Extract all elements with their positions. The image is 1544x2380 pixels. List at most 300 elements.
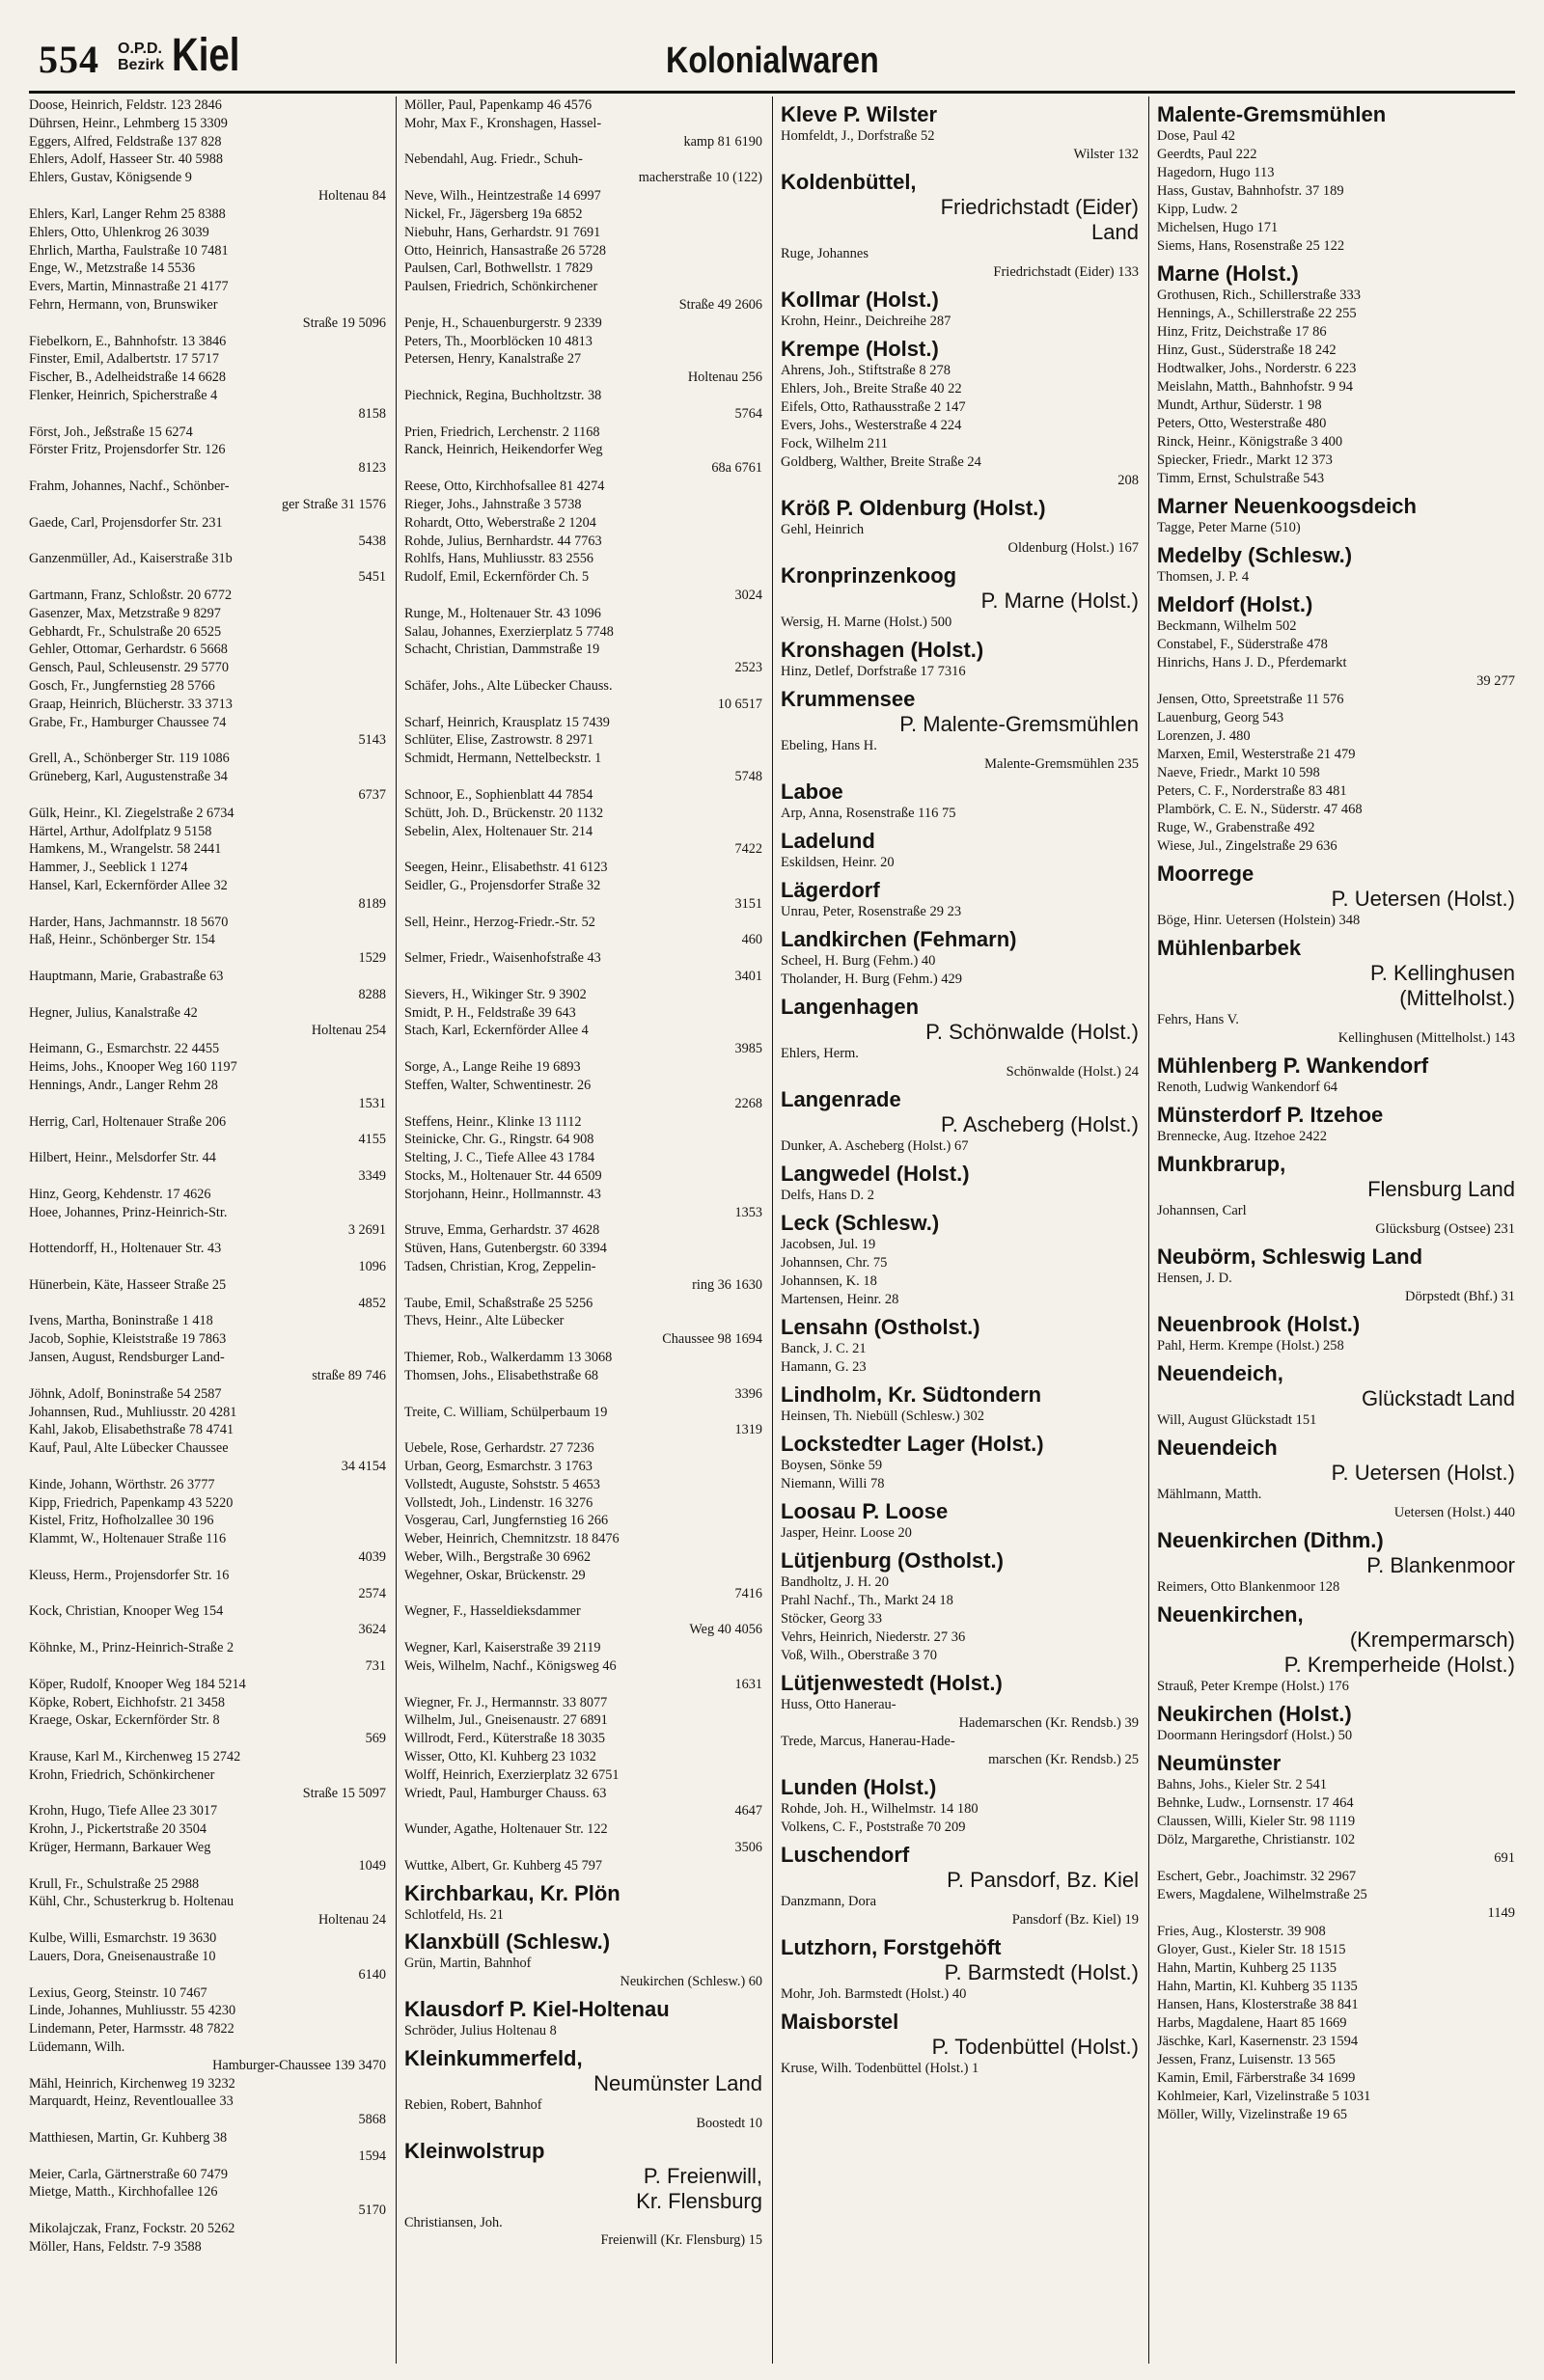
directory-columns (29, 96, 1515, 2364)
listing-entry: 4039 (358, 1549, 386, 1565)
place-heading: Lütjenwestedt (Holst.) (781, 1671, 1003, 1695)
listing-entry: Schäfer, Johs., Alte Lübecker Chauss. (404, 678, 613, 694)
place-heading: Kronprinzenkoog (781, 563, 957, 588)
listing-entry: Neve, Wilh., Heintzestraße 14 6997 (404, 188, 601, 205)
listing-entry: Jöhnk, Adolf, Boninstraße 54 2587 (29, 1385, 222, 1402)
listing-entry: Ruge, Johannes (781, 246, 869, 261)
listing-entry: Willrodt, Ferd., Küterstraße 18 3035 (404, 1731, 605, 1747)
listing-entry: 34 4154 (341, 1458, 386, 1474)
page-header (29, 23, 1515, 94)
listing-entry: Selmer, Friedr., Waisenhofstraße 43 (404, 950, 601, 967)
listing-entry: 208 (1117, 473, 1139, 488)
listing-entry: Arp, Anna, Rosenstraße 116 75 (781, 806, 956, 821)
listing-entry: Niebuhr, Hans, Gerhardstr. 91 7691 (404, 224, 601, 240)
listing-entry: Hoee, Johannes, Prinz-Heinrich-Str. (29, 1204, 228, 1220)
listing-entry: Krohn, J., Pickertstraße 20 3504 (29, 1821, 207, 1838)
listing-entry: Hammer, J., Seeblick 1 1274 (29, 860, 188, 876)
listing-entry: 3151 (734, 895, 762, 912)
listing-entry: Schlotfeld, Hs. 21 (404, 1906, 504, 1923)
listing-entry: 6140 (358, 1966, 386, 1983)
place-heading: Landkirchen (Fehmarn) (781, 927, 1017, 951)
listing-entry: Tagge, Peter Marne (510) (1157, 520, 1301, 535)
listing-entry: Strauß, Peter Krempe (Holst.) 176 (1157, 1679, 1349, 1694)
listing-entry: Straße 49 2606 (678, 296, 762, 313)
place-heading: Krempe (Holst.) (781, 337, 939, 361)
column-4 (1148, 96, 1515, 2364)
place-heading: Klausdorf P. Kiel-Holtenau (404, 1997, 670, 2022)
listing-entry: Otto, Heinrich, Hansastraße 26 5728 (404, 242, 606, 259)
listing-entry: Rebien, Robert, Bahnhof (404, 2096, 542, 2113)
listing-entry: Homfeldt, J., Dorfstraße 52 (781, 128, 935, 144)
listing-entry: Mohr, Joh. Barmstedt (Holst.) 40 (781, 1986, 967, 2002)
listing-entry: Weg 40 4056 (689, 1622, 762, 1638)
listing-entry: Vollstedt, Auguste, Sohststr. 5 4653 (404, 1476, 600, 1492)
listing-entry: Bandholtz, J. H. 20 (781, 1574, 889, 1590)
listing-entry: Hauptmann, Marie, Grabastraße 63 (29, 969, 224, 984)
listing-entry: Fock, Wilhelm 211 (781, 436, 888, 451)
column-2 (396, 96, 762, 2364)
listing-entry: Treite, C. William, Schülperbaum 19 (404, 1404, 608, 1420)
opd-line: O.P.D. (118, 41, 162, 57)
listing-entry: Rohardt, Otto, Weberstraße 2 1204 (404, 514, 596, 531)
place-subheading: Kr. Flensburg (636, 2188, 762, 2213)
listing-entry: Mähl, Heinrich, Kirchenweg 19 3232 (29, 2075, 235, 2092)
listing-entry: Salau, Johannes, Exerzierplatz 5 7748 (404, 623, 614, 640)
listing-entry: Schnoor, E., Sophienblatt 44 7854 (404, 786, 593, 803)
listing-entry: Grüneberg, Karl, Augustenstraße 34 (29, 769, 228, 785)
listing-entry: Petersen, Henry, Kanalstraße 27 (404, 351, 582, 368)
listing-entry: Ehlers, Adolf, Hasseer Str. 40 5988 (29, 151, 224, 168)
listing-entry: Johannsen, K. 18 (781, 1273, 877, 1289)
listing-entry: Penje, H., Schauenburgerstr. 9 2339 (404, 315, 602, 331)
listing-entry: Jacob, Sophie, Kleiststraße 19 7863 (29, 1331, 227, 1348)
listing-entry: Gensch, Paul, Schleusenstr. 29 5770 (29, 660, 230, 676)
listing-entry: Rieger, Johs., Jahnstraße 3 5738 (404, 496, 582, 512)
listing-entry: Flenker, Heinrich, Spicherstraße 4 (29, 388, 218, 403)
listing-entry: Bahns, Johs., Kieler Str. 2 541 (1157, 1777, 1328, 1792)
listing-entry: Gehl, Heinrich (781, 522, 865, 537)
listing-entry: Rudolf, Emil, Eckernförder Ch. 5 (404, 569, 590, 586)
listing-entry: Kohlmeier, Karl, Vizelinstraße 5 1031 (1157, 2089, 1371, 2104)
listing-entry: Finster, Emil, Adalbertstr. 17 5717 (29, 351, 219, 368)
listing-entry: Marxen, Emil, Westerstraße 21 479 (1157, 747, 1356, 762)
listing-entry: Ehlers, Otto, Uhlenkrog 26 3039 (29, 224, 209, 240)
place-heading: Neukirchen (Holst.) (1157, 1702, 1352, 1726)
listing-entry: Will, August Glückstadt 151 (1157, 1412, 1317, 1428)
listing-entry: Glücksburg (Ostsee) 231 (1375, 1221, 1515, 1237)
listing-entry: 3349 (358, 1167, 386, 1184)
place-subheading: P. Marne (Holst.) (980, 588, 1139, 613)
listing-entry: Köpke, Robert, Eichhofstr. 21 3458 (29, 1694, 226, 1710)
listing-entry: Grothusen, Rich., Schillerstraße 333 (1157, 287, 1362, 303)
listing-entry: Ganzenmüller, Ad., Kaiserstraße 31b (29, 551, 233, 567)
listing-entry: Rohde, Julius, Bernhardstr. 44 7763 (404, 533, 602, 549)
listing-entry: Harbs, Magdalene, Haart 85 1669 (1157, 2015, 1347, 2031)
listing-entry: Gosch, Fr., Jungfernstieg 28 5766 (29, 678, 215, 694)
listing-entry: Stocks, M., Holtenauer Str. 44 6509 (404, 1167, 602, 1184)
listing-entry: Malente-Gremsmühlen 235 (984, 756, 1139, 772)
listing-entry: Lüdemann, Wilh. (29, 2038, 125, 2055)
listing-entry: Doose, Heinrich, Feldstr. 123 2846 (29, 97, 222, 113)
listing-entry: Hinrichs, Hans J. D., Pferdemarkt (1157, 655, 1347, 670)
listing-entry: Kruse, Wilh. Todenbüttel (Holst.) 1 (781, 2061, 979, 2076)
listing-entry: 2268 (734, 1095, 762, 1111)
place-heading: Klanxbüll (Schlesw.) (404, 1929, 611, 1955)
listing-entry: Peters, Th., Moorblöcken 10 4813 (404, 333, 593, 349)
listing-entry: Geerdts, Paul 222 (1157, 147, 1257, 162)
listing-entry: Urban, Georg, Esmarchstr. 3 1763 (404, 1458, 593, 1474)
listing-entry: Storjohann, Heinr., Hollmannstr. 43 (404, 1186, 601, 1202)
listing-entry: Hilbert, Heinr., Melsdorfer Str. 44 (29, 1150, 216, 1166)
listing-entry: 4647 (734, 1803, 762, 1819)
listing-entry: Ebeling, Hans H. (781, 738, 877, 753)
column-3 (772, 96, 1139, 2364)
listing-entry: Delfs, Hans D. 2 (781, 1188, 875, 1203)
place-heading: Neubörm, Schleswig Land (1157, 1245, 1423, 1269)
listing-entry: 5764 (734, 405, 762, 422)
listing-entry: 3985 (734, 1041, 762, 1057)
listing-entry: Oldenburg (Holst.) 167 (1007, 540, 1139, 556)
listing-entry: Reese, Otto, Kirchhofsallee 81 4274 (404, 479, 605, 495)
place-heading: Koldenbüttel, (781, 170, 917, 194)
listing-entry: Straße 15 5097 (302, 1785, 386, 1801)
listing-entry: Michelsen, Hugo 171 (1157, 220, 1279, 235)
listing-entry: Grell, A., Schönberger Str. 119 1086 (29, 751, 230, 767)
place-heading: Ladelund (781, 829, 875, 853)
place-heading: Langenhagen (781, 995, 920, 1019)
bezirk-line: Bezirk (118, 57, 165, 73)
place-heading: Lägerdorf (781, 878, 880, 902)
listing-entry: Fischer, B., Adelheidstraße 14 6628 (29, 369, 227, 386)
listing-entry: Hegner, Julius, Kanalstraße 42 (29, 1004, 198, 1021)
listing-entry: Mohr, Max F., Kronshagen, Hassel- (404, 115, 602, 131)
listing-entry: Weber, Wilh., Bergstraße 30 6962 (404, 1549, 592, 1565)
listing-entry: Haß, Heinr., Schönberger Str. 154 (29, 932, 215, 948)
listing-entry: 68a 6761 (711, 460, 762, 477)
listing-entry: 3624 (358, 1622, 386, 1638)
listing-entry: 2523 (734, 660, 762, 676)
listing-entry: 5451 (358, 569, 386, 586)
listing-entry: Freienwill (Kr. Flensburg) 15 (600, 2232, 762, 2249)
listing-entry: Möller, Willy, Vizelinstraße 19 65 (1157, 2107, 1348, 2122)
listing-entry: Uebele, Rose, Gerhardstr. 27 7236 (404, 1440, 594, 1457)
listing-entry: Heims, Johs., Knooper Weg 160 1197 (29, 1059, 237, 1076)
listing-entry: ger Straße 31 1576 (281, 496, 386, 512)
listing-entry: Ranck, Heinrich, Heikendorfer Weg (404, 442, 603, 458)
listing-entry: 5748 (734, 769, 762, 785)
listing-entry: Hinz, Georg, Kehdenstr. 17 4626 (29, 1186, 211, 1202)
listing-entry: 7422 (734, 841, 762, 858)
listing-entry: Möller, Hans, Feldstr. 7-9 3588 (29, 2238, 202, 2255)
listing-entry: Sebelin, Alex, Holtenauer Str. 214 (404, 823, 593, 839)
listing-entry: Straße 19 5096 (302, 315, 386, 331)
listing-entry: Wilhelm, Jul., Gneisenaustr. 27 6891 (404, 1712, 608, 1729)
listing-entry: Hahn, Martin, Kl. Kuhberg 35 1135 (1157, 1979, 1358, 1994)
listing-entry: Wiegner, Fr. J., Hermannstr. 33 8077 (404, 1694, 608, 1710)
listing-entry: Doormann Heringsdorf (Holst.) 50 (1157, 1728, 1353, 1743)
listing-entry: Kraege, Oskar, Eckernförder Str. 8 (29, 1712, 220, 1729)
listing-entry: 10 6517 (717, 696, 762, 712)
listing-entry: Martensen, Heinr. 28 (781, 1292, 899, 1307)
page-number: 554 (39, 38, 99, 81)
listing-entry: Wisser, Otto, Kl. Kuhberg 23 1032 (404, 1748, 596, 1764)
listing-entry: Rinck, Heinr., Königstraße 3 400 (1157, 434, 1343, 450)
place-subheading: Friedrichstadt (Eider) (940, 195, 1139, 219)
listing-entry: 3506 (734, 1840, 762, 1855)
listing-entry: Schmidt, Hermann, Nettelbeckstr. 1 (404, 751, 602, 767)
listing-entry: 1353 (734, 1204, 762, 1220)
place-heading: Kleve P. Wilster (781, 102, 938, 126)
listing-entry: 1096 (358, 1259, 386, 1274)
listing-entry: Nebendahl, Aug. Friedr., Schuh- (404, 151, 583, 168)
place-subheading: (Mittelholst.) (1399, 986, 1515, 1010)
listing-entry: 1594 (358, 2147, 386, 2164)
listing-entry: Kamin, Emil, Färberstraße 34 1699 (1157, 2070, 1356, 2086)
listing-entry: Banck, J. C. 21 (781, 1341, 867, 1356)
listing-entry: Claussen, Willi, Kieler Str. 98 1119 (1157, 1814, 1356, 1829)
listing-entry: 5143 (358, 732, 386, 749)
listing-entry: Wersig, H. Marne (Holst.) 500 (781, 615, 952, 630)
place-heading: Marner Neuenkoogsdeich (1157, 494, 1417, 518)
listing-entry: Thiemer, Rob., Walkerdamm 13 3068 (404, 1350, 613, 1366)
listing-entry: Peters, C. F., Norderstraße 83 481 (1157, 783, 1347, 799)
listing-entry: Weis, Wilhelm, Nachf., Königsweg 46 (404, 1657, 617, 1674)
listing-entry: 569 (365, 1731, 386, 1747)
listing-entry: Jensen, Otto, Spreetstraße 11 576 (1157, 692, 1344, 707)
listing-entry: Kulbe, Willi, Esmarchstr. 19 3630 (29, 1930, 217, 1947)
listing-entry: 1319 (734, 1422, 762, 1438)
place-heading: Lindholm, Kr. Südtondern (781, 1382, 1042, 1407)
place-heading: Mühlenberg P. Wankendorf (1157, 1053, 1429, 1078)
place-heading: Kleinwolstrup (404, 2138, 545, 2163)
listing-entry: Hensen, J. D. (1157, 1271, 1232, 1286)
listing-entry: 5438 (358, 533, 386, 549)
place-heading: Lütjenburg (Ostholst.) (781, 1548, 1004, 1573)
listing-entry: 4852 (358, 1295, 386, 1311)
listing-entry: Schacht, Christian, Dammstraße 19 (404, 642, 600, 658)
listing-entry: Renoth, Ludwig Wankendorf 64 (1157, 1080, 1338, 1095)
listing-entry: Johannsen, Chr. 75 (781, 1255, 888, 1271)
listing-entry: 6737 (358, 786, 386, 803)
place-subheading: Flensburg Land (1367, 1177, 1515, 1201)
place-subheading: P. Blankenmoor (1366, 1553, 1515, 1577)
listing-entry: 2574 (358, 1585, 386, 1601)
listing-entry: Ehlers, Gustav, Königsende 9 (29, 170, 192, 186)
listing-entry: Niemann, Willi 78 (781, 1476, 885, 1491)
listing-entry: Hamburger-Chaussee 139 3470 (212, 2057, 386, 2073)
place-subheading: Glückstadt Land (1362, 1386, 1515, 1410)
listing-entry: 1049 (358, 1857, 386, 1874)
place-subheading: P. Pansdorf, Bz. Kiel (947, 1868, 1139, 1892)
column-1 (29, 96, 386, 2364)
listing-entry: Vehrs, Heinrich, Niederstr. 27 36 (781, 1629, 966, 1645)
listing-entry: Matthiesen, Martin, Gr. Kuhberg 38 (29, 2130, 228, 2146)
place-heading: Münsterdorf P. Itzehoe (1157, 1103, 1384, 1127)
listing-entry: 1531 (358, 1095, 386, 1111)
listing-entry: Harder, Hans, Jachmannstr. 18 5670 (29, 914, 229, 930)
listing-entry: Först, Joh., Jeßstraße 15 6274 (29, 424, 193, 440)
listing-entry: 39 277 (1476, 673, 1515, 689)
listing-entry: Runge, M., Holtenauer Str. 43 1096 (404, 605, 601, 621)
listing-entry: Struve, Emma, Gerhardstr. 37 4628 (404, 1222, 600, 1239)
listing-entry: Eifels, Otto, Rathausstraße 2 147 (781, 399, 966, 415)
listing-entry: straße 89 746 (312, 1367, 386, 1383)
listing-entry: 1529 (358, 950, 386, 967)
listing-entry: Stüven, Hans, Gutenbergstr. 60 3394 (404, 1241, 607, 1257)
place-heading: Neuenbrook (Holst.) (1157, 1312, 1361, 1336)
listing-entry: Vosgerau, Carl, Jungfernstieg 16 266 (404, 1513, 609, 1529)
listing-entry: Schönwalde (Holst.) 24 (1006, 1064, 1139, 1080)
listing-entry: Brennecke, Aug. Itzehoe 2422 (1157, 1129, 1327, 1144)
listing-entry: 5868 (358, 2112, 386, 2128)
listing-entry: Kühl, Chr., Schusterkrug b. Holtenau (29, 1894, 234, 1910)
listing-entry: Heimann, G., Esmarchstr. 22 4455 (29, 1041, 220, 1057)
place-subheading: P. Kremperheide (Holst.) (1283, 1653, 1515, 1677)
place-heading: Moorrege (1157, 862, 1254, 886)
listing-entry: Fiebelkorn, E., Bahnhofstr. 13 3846 (29, 333, 227, 349)
listing-entry: Hagedorn, Hugo 113 (1157, 165, 1275, 180)
listing-entry: macherstraße 10 (122) (638, 170, 762, 186)
listing-entry: Kauf, Paul, Alte Lübecker Chaussee (29, 1440, 229, 1457)
place-heading: Medelby (Schlesw.) (1157, 543, 1353, 567)
listing-entry: 7416 (734, 1585, 762, 1601)
place-heading: Luschendorf (781, 1843, 910, 1867)
listing-entry: Huss, Otto Hanerau- (781, 1697, 896, 1712)
place-heading: Lockstedter Lager (Holst.) (781, 1432, 1044, 1456)
place-heading: Krummensee (781, 687, 916, 711)
listing-entry: Hansel, Karl, Eckernförder Allee 32 (29, 877, 228, 893)
listing-entry: Herrig, Carl, Holtenauer Straße 206 (29, 1113, 227, 1130)
listing-entry: Wilster 132 (1073, 147, 1139, 162)
place-heading: Loosau P. Loose (781, 1499, 949, 1523)
listing-entry: Gülk, Heinr., Kl. Ziegelstraße 2 6734 (29, 805, 234, 821)
listing-entry: Hinz, Detlef, Dorfstraße 17 7316 (781, 664, 966, 679)
listing-entry: Goldberg, Walther, Breite Straße 24 (781, 454, 981, 470)
listing-entry: 3396 (734, 1385, 762, 1402)
listing-entry: Krüger, Hermann, Barkauer Weg (29, 1840, 211, 1855)
listing-entry: Kahl, Jakob, Elisabethstraße 78 4741 (29, 1422, 234, 1438)
listing-entry: Siems, Hans, Rosenstraße 25 122 (1157, 238, 1345, 254)
listing-entry: Möller, Paul, Papenkamp 46 4576 (404, 97, 593, 113)
listing-entry: Scharf, Heinrich, Krausplatz 15 7439 (404, 714, 610, 730)
listing-entry: Lexius, Georg, Steinstr. 10 7467 (29, 1984, 207, 2001)
listing-entry: Schütt, Joh. D., Brückenstr. 20 1132 (404, 805, 604, 821)
listing-entry: ring 36 1630 (692, 1276, 762, 1293)
listing-entry: Stach, Karl, Eckernförder Allee 4 (404, 1023, 589, 1039)
place-heading: Munkbrarup, (1157, 1152, 1286, 1176)
listing-entry: Gasenzer, Max, Metzstraße 9 8297 (29, 605, 221, 621)
listing-entry: Wiese, Jul., Zingelstraße 29 636 (1157, 838, 1337, 854)
listing-entry: 691 (1494, 1850, 1515, 1866)
place-subheading: P. Todenbüttel (Holst.) (931, 2035, 1139, 2059)
listing-entry: 4155 (358, 1132, 386, 1148)
listing-entry: Danzmann, Dora (781, 1894, 877, 1909)
listing-entry: 8123 (358, 460, 386, 477)
listing-entry: Gartmann, Franz, Schloßstr. 20 6772 (29, 587, 233, 603)
listing-entry: Paulsen, Carl, Bothwellstr. 1 7829 (404, 260, 593, 277)
listing-entry: 1631 (734, 1676, 762, 1692)
listing-entry: Jessen, Franz, Luisenstr. 13 565 (1157, 2052, 1336, 2067)
listing-entry: Wegner, F., Hasseldieksdammer (404, 1603, 581, 1620)
listing-entry: Klammt, W., Holtenauer Straße 116 (29, 1531, 227, 1547)
listing-entry: Wuttke, Albert, Gr. Kuhberg 45 797 (404, 1857, 602, 1874)
listing-entry: Heinsen, Th. Niebüll (Schlesw.) 302 (781, 1409, 985, 1424)
place-heading: Kleinkummerfeld, (404, 2045, 583, 2070)
listing-entry: Chaussee 98 1694 (662, 1331, 762, 1348)
listing-entry: Evers, Martin, Minnastraße 21 4177 (29, 279, 229, 295)
listing-entry: Jansen, August, Rendsburger Land- (29, 1350, 225, 1366)
place-subheading: Neumünster Land (593, 2070, 762, 2095)
listing-entry: Jasper, Heinr. Loose 20 (781, 1525, 912, 1541)
listing-entry: Hennings, Andr., Langer Rehm 28 (29, 1077, 218, 1093)
listing-entry: Sievers, H., Wikinger Str. 9 3902 (404, 986, 587, 1002)
place-heading: Mühlenbarbek (1157, 936, 1302, 960)
listing-entry: Timm, Ernst, Schulstraße 543 (1157, 471, 1325, 486)
listing-entry: Krohn, Friedrich, Schönkirchener (29, 1766, 215, 1783)
listing-entry: Ehlers, Herm. (781, 1046, 859, 1061)
place-subheading: P. Ascheberg (Holst.) (940, 1112, 1139, 1136)
place-subheading: P. Uetersen (Holst.) (1331, 1461, 1515, 1485)
listing-entry: Hinz, Fritz, Deichstraße 17 86 (1157, 324, 1327, 340)
listing-entry: Hamkens, M., Wrangelstr. 58 2441 (29, 841, 222, 858)
listing-entry: Graap, Heinrich, Blücherstr. 33 3713 (29, 696, 233, 712)
listing-entry: Ruge, W., Grabenstraße 492 (1157, 820, 1315, 835)
listing-entry: Köper, Rudolf, Knooper Weg 184 5214 (29, 1676, 246, 1692)
section-title: Kolonialwaren (666, 41, 879, 81)
listing-entry: Stelting, J. C., Tiefe Allee 43 1784 (404, 1150, 595, 1166)
listing-entry: Grabe, Fr., Hamburger Chaussee 74 (29, 714, 227, 730)
listing-entry: Kinde, Johann, Wörthstr. 26 3777 (29, 1476, 215, 1492)
listing-entry: 8189 (358, 895, 386, 912)
listing-entry: Neukirchen (Schlesw.) 60 (620, 1974, 762, 1990)
listing-entry: Ahrens, Joh., Stiftstraße 8 278 (781, 363, 951, 378)
listing-entry: Paulsen, Friedrich, Schönkirchener (404, 279, 598, 295)
listing-entry: Piechnick, Regina, Buchholtzstr. 38 (404, 388, 602, 403)
listing-entry: Ehrlich, Martha, Faulstraße 10 7481 (29, 242, 229, 259)
listing-entry: Holtenau 24 (317, 1912, 386, 1929)
listing-entry: Evers, Johs., Westerstraße 4 224 (781, 418, 962, 433)
place-subheading: P. Malente-Gremsmühlen (899, 712, 1139, 736)
listing-entry: Beckmann, Wilhelm 502 (1157, 618, 1297, 634)
listing-entry: Holtenau 84 (317, 188, 386, 205)
listing-entry: Ewers, Magdalene, Wilhelmstraße 25 (1157, 1887, 1367, 1902)
listing-entry: Uetersen (Holst.) 440 (1393, 1505, 1515, 1520)
listing-entry: Johannsen, Rud., Muhliusstr. 20 4281 (29, 1404, 237, 1420)
listing-entry: Schlüter, Elise, Zastrowstr. 8 2971 (404, 732, 594, 749)
listing-entry: Volkens, C. F., Poststraße 70 209 (781, 1819, 966, 1835)
place-heading: Kronshagen (Holst.) (781, 638, 984, 662)
listing-entry: Reimers, Otto Blankenmoor 128 (1157, 1579, 1340, 1595)
listing-entry: Mählmann, Matth. (1157, 1487, 1262, 1502)
listing-entry: marschen (Kr. Rendsb.) 25 (988, 1752, 1139, 1767)
listing-entry: Hademarschen (Kr. Rendsb.) 39 (958, 1715, 1139, 1731)
listing-entry: Seidler, G., Projensdorfer Straße 32 (404, 877, 601, 893)
listing-entry: Gebhardt, Fr., Schulstraße 20 6525 (29, 623, 222, 640)
listing-entry: Dührsen, Heinr., Lehmberg 15 3309 (29, 115, 228, 131)
listing-entry: Thevs, Heinr., Alte Lübecker (404, 1313, 565, 1329)
district-label (118, 41, 164, 73)
place-heading: Kirchbarkau, Kr. Plön (404, 1880, 620, 1905)
listing-entry: 5170 (358, 2202, 386, 2219)
listing-entry: Plambörk, C. E. N., Süderstr. 47 468 (1157, 802, 1363, 817)
place-heading: Leck (Schlesw.) (781, 1211, 940, 1235)
place-heading: Neuendeich (1157, 1436, 1278, 1460)
listing-entry: Peters, Otto, Westerstraße 480 (1157, 416, 1327, 431)
place-subheading: P. Barmstedt (Holst.) (944, 1960, 1139, 1984)
listing-entry: Wegehner, Oskar, Brückenstr. 29 (404, 1567, 586, 1583)
place-subheading: P. Schönwalde (Holst.) (925, 1020, 1139, 1044)
place-heading: Malente-Gremsmühlen (1157, 102, 1387, 126)
